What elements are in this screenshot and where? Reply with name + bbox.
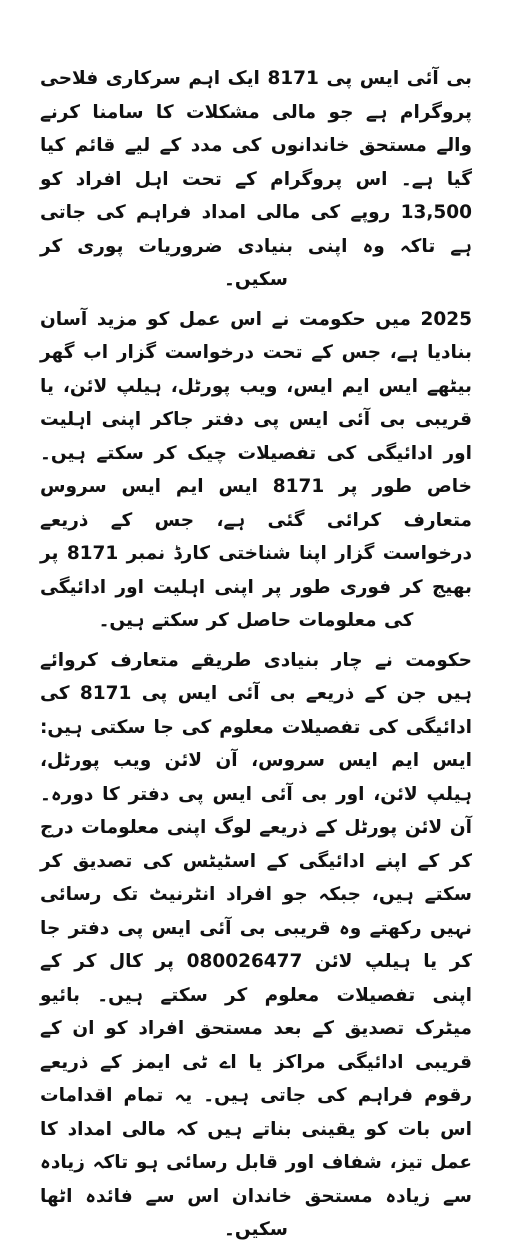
article-paragraph-1: بی آئی ایس پی 8171 ایک اہم سرکاری فلاحی پروگرام ہے جو مالی مشکلات کا سامنا کرنے والے مستحق خاندانوں کی مدد کے لیے قائم کیا گیا ہے۔ اس پروگرام کے تحت اہل افراد کو 13,500 روپے کی مالی امداد فراہم کی جاتی ہے تاکہ وہ اپنی بنیادی ضروریات پوری کر سکیں۔ bbox=[40, 68, 472, 290]
article-paragraph-2: 2025 میں حکومت نے اس عمل کو مزید آسان بنادیا ہے، جس کے تحت درخواست گزار اب گھر بیٹھے ایس ایم ایس، ویب پورٹل، ہیلپ لائن، یا قریبی بی آئی ایس پی دفتر جاکر اپنی اہلیت اور ادائیگی کی تفصیلات چیک کر سکتے ہیں۔ خاص طور پر 8171 ایس ایم ایس سروس متعارف کرائی گئی ہے، جس کے ذریعے درخواست گزار اپنا شناختی کارڈ نمبر 8171 پر بھیج کر فوری طور پر اپنی اہلیت اور ادائیگی کی معلومات حاصل کر سکتے ہیں۔ bbox=[40, 308, 472, 631]
article-paragraph-3: حکومت نے چار بنیادی طریقے متعارف کروائے ہیں جن کے ذریعے بی آئی ایس پی 8171 کی ادائیگی کی تفصیلات معلوم کی جا سکتی ہیں: ایس ایم ایس سروس، آن لائن ویب پورٹل، ہیلپ لائن، اور بی آئی ایس پی دفتر کا دورہ۔ آن لائن پورٹل کے ذریعے لوگ اپنی معلومات درج کر کے اپنے ادائیگی کے اسٹیٹس کی تصدیق کر سکتے ہیں، جبکہ جو افراد انٹرنیٹ تک رسائی نہیں رکھتے وہ قریبی بی آئی ایس پی دفتر جا کر یا ہیلپ لائن 080026477 پر کال کر کے اپنی تفصیلات معلوم کر سکتے ہیں۔ بائیو میٹرک تصدیق کے بعد مستحق افراد کو ان کے قریبی ادائیگی مراکز یا اے ٹی ایمز کے ذریعے رقوم فراہم کی جاتی ہیں۔ یہ تمام اقدامات اس بات کو یقینی بناتے ہیں کہ مالی امداد کا عمل تیز، شفاف اور قابل رسائی ہو تاکہ زیادہ سے زیادہ مستحق خاندان اس سے فائدہ اٹھا سکیں۔ bbox=[40, 649, 472, 1240]
